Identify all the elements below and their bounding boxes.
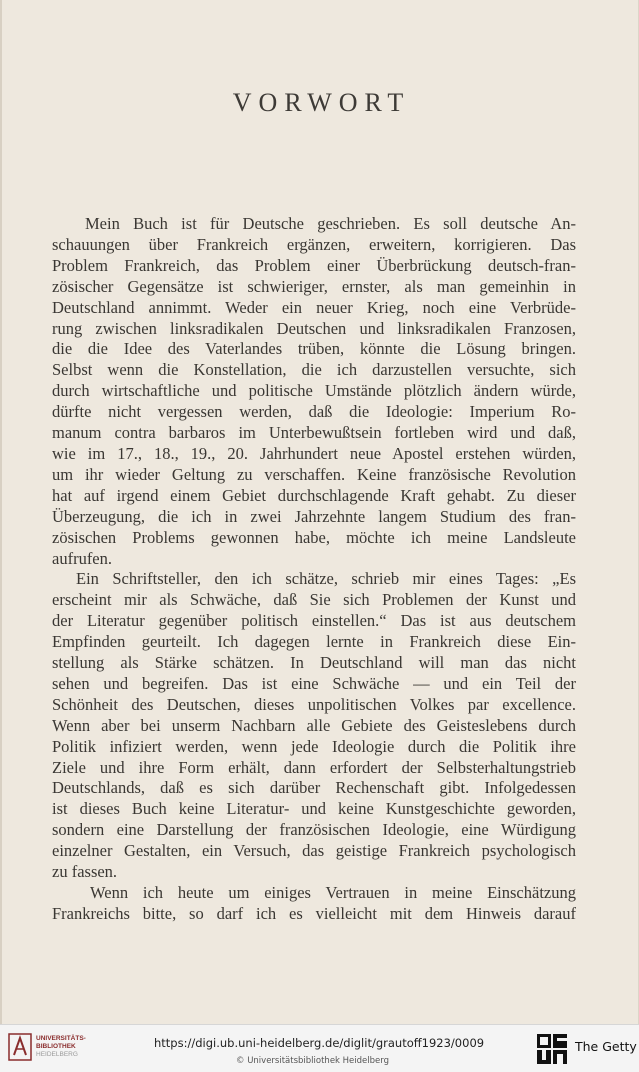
text-line: rung zwischen linksradikalen Deutschen und linksradikalen Franzosen, [52, 318, 576, 338]
text-line: sondern eine Darstellung der französischen Ideologie, eine Würdigung [52, 820, 576, 840]
text-line: aufrufen. [52, 548, 113, 568]
university-library-name [36, 1035, 86, 1059]
copyright-notice: © Universitätsbibliothek Heidelberg [236, 1056, 390, 1066]
text-line: ist dieses Buch keine Literatur- und keine Kunstgeschichte geworden, [52, 799, 576, 819]
text-line: Ein Schriftsteller, den ich schätze, schrieb mir eines Tages: „Es [76, 569, 576, 589]
paragraph [52, 214, 576, 569]
text-line: durch wirtschaftliche und politische Umstände plötzlich ändern würde, [52, 381, 576, 401]
text-line: Deutschland annimmt. Weder ein neuer Krieg, noch eine Verbrüde- [52, 297, 576, 317]
getty-logo-icon [537, 1034, 569, 1064]
university-name-line: HEIDELBERG [36, 1051, 78, 1058]
text-line: Wenn aber bei unserm Nachbarn alle Gebiete des Geisteslebens durch [52, 715, 576, 735]
text-line: Deutschlands, daß es sich darüber Rechenschaft gibt. Infolgedessen [52, 778, 576, 798]
text-line: hat auf irgend einem Gebiet durchschlagende Kraft gehabt. Zu dieser [52, 485, 576, 505]
paragraph [52, 883, 576, 925]
partner-name: The Getty [575, 1039, 637, 1054]
university-library-logo-icon [8, 1033, 32, 1061]
text-line: einzelner Gestalten, ein Versuch, das geistige Frankreich psychologisch [52, 841, 576, 861]
text-line: zösischen Problems gewonnen habe, möchte ich meine Landsleute [52, 527, 576, 547]
text-line: Wenn ich heute um einiges Vertrauen in meine Einschätzung [90, 883, 576, 902]
text-line: zösischer Gegensätze ist schwieriger, ernster, als man gemeinhin in [52, 276, 576, 296]
text-line: stellung als Stärke schätzen. In Deutschland will man das nicht [52, 653, 576, 673]
viewer-footer [0, 1024, 639, 1072]
text-line: der Literatur gegenüber politisch einstellen.“ Das ist aus deutschem [52, 611, 576, 631]
text-line: erscheint mir als Schwäche, daß Sie sich Problemen der Kunst und [52, 590, 576, 610]
text-line: Schönheit des Deutschen, dieses unpolitischen Volkes par excellence. [52, 694, 576, 714]
text-line: manum contra barbaros im Unterbewußtsein fortleben wird und daß, [52, 423, 576, 443]
permalink-url[interactable]: https://digi.ub.uni-heidelberg.de/diglit/grautoff1923/0009 [154, 1036, 485, 1050]
text-line: dürfte nicht vergessen werden, daß die Ideologie: Imperium Ro- [52, 402, 576, 422]
text-line: wie im 17., 18., 19., 20. Jahrhundert neue Apostel erstehen würden, [52, 443, 576, 463]
text-line: Überzeugung, die ich in zwei Jahrzehnte langem Studium des fran- [52, 506, 576, 526]
university-name-line: BIBLIOTHEK [36, 1043, 76, 1050]
text-line: Frankreichs bitte, so darf ich es vielleicht mit dem Hinweis darauf [52, 903, 576, 923]
page-title: VORWORT [232, 88, 411, 117]
text-line: Mein Buch ist für Deutsche geschrieben. Es soll deutsche An- [85, 214, 576, 233]
text-line: schauungen über Frankreich ergänzen, erweitern, korrigieren. Das [52, 234, 576, 254]
text-line: Ziele und ihre Form erhält, dann erfordert der Selbsterhaltungstrieb [52, 757, 576, 777]
text-line: Selbst wenn die Konstellation, die ich darzustellen versuchte, sich [52, 360, 576, 380]
text-line: Problem Frankreich, das Problem einer Überbrückung deutsch-fran- [52, 255, 576, 275]
text-line: zu fassen. [52, 862, 118, 882]
text-line: die die Idee des Vaterlandes trüben, könnte die Lösung bringen. [52, 339, 576, 359]
body-text [52, 214, 576, 925]
university-name-line: UNIVERSITÄTS- [36, 1035, 86, 1042]
text-line: Empfinden geurteilt. Ich dagegen lernte in Frankreich diese Ein- [52, 632, 576, 652]
text-line: Politik infiziert werden, wenn jede Ideologie durch die Politik ihre [52, 736, 576, 756]
text-line: sehen und begreifen. Das ist eine Schwäche — und ein Teil der [52, 673, 576, 693]
paragraph [52, 569, 576, 883]
text-line: um ihr wieder Geltung zu verschaffen. Keine französische Revolution [52, 464, 576, 484]
